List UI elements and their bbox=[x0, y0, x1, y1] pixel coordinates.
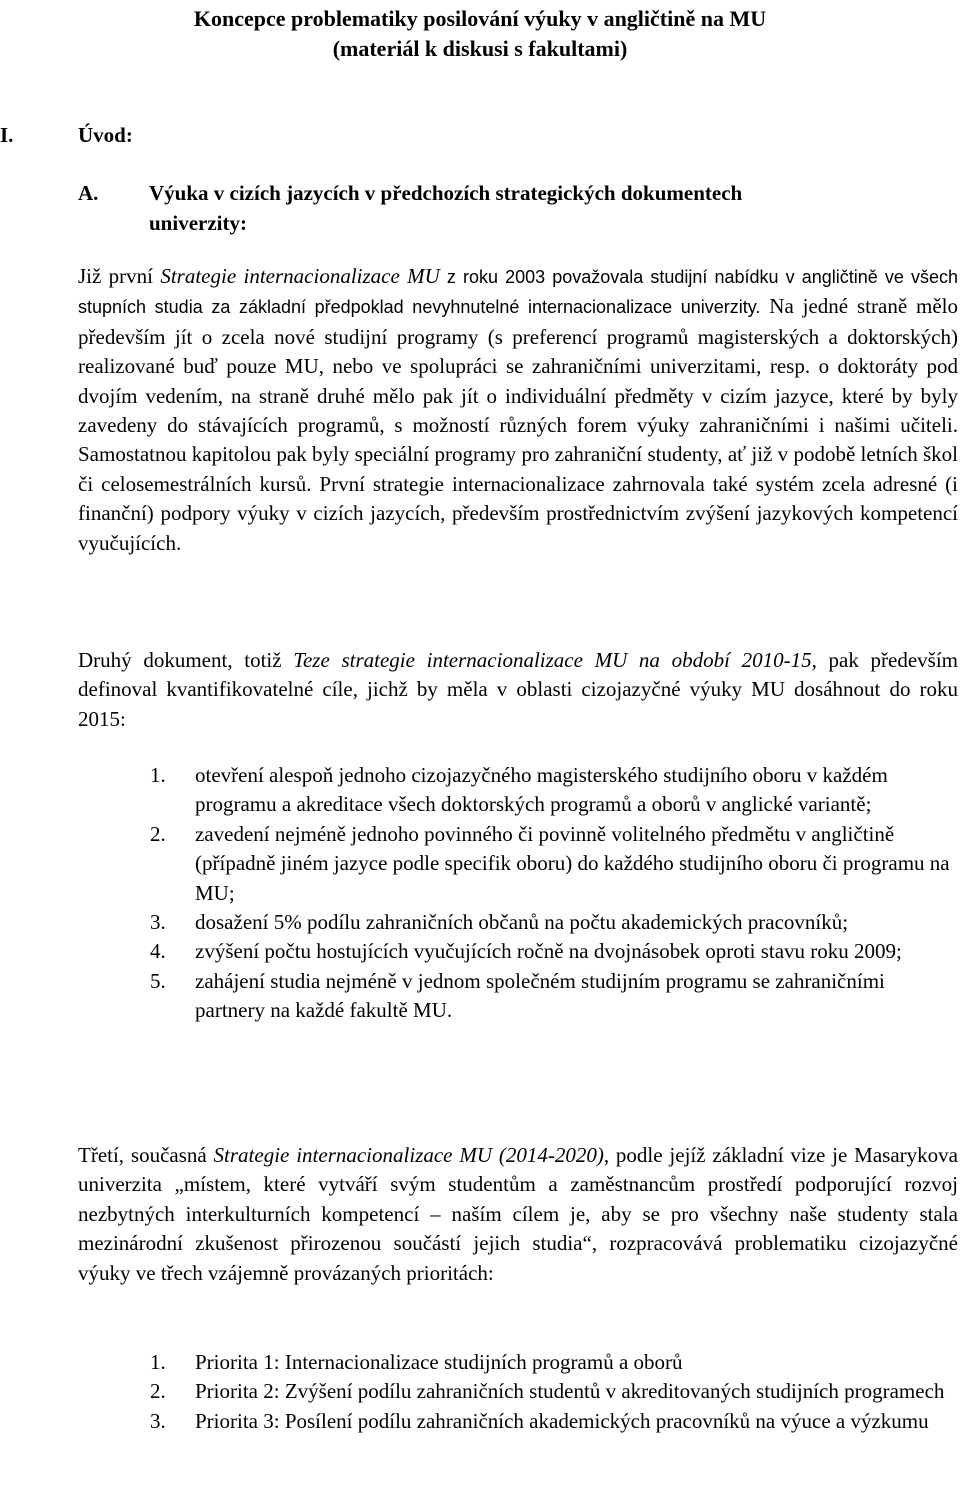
priority-item bbox=[78, 1348, 958, 1377]
para2-text-end: , pak především definoval kvantifikovatelné cíle, jichž by měla v oblasti cizojazyčné výuky MU dosáhnout do roku 2015: bbox=[78, 648, 958, 731]
goal-item bbox=[78, 908, 958, 937]
para1-text: Již první bbox=[78, 264, 161, 288]
goal-number: 5. bbox=[150, 968, 166, 993]
goal-number: 1. bbox=[150, 763, 166, 787]
goal-item bbox=[78, 820, 958, 908]
goal-text: zahájení studia nejméně v jednom společném studijním programu se zahraničními partnery na každé fakultě MU. bbox=[195, 968, 885, 1023]
paragraph-second-document bbox=[78, 646, 958, 734]
para1-sentence-3: o doktoráty pod dvojím vedením, na straně druhé mělo pak jít o individuální předměty v cizím jazyce, které by byly zavedeny do stávajících programů, s možností různých forem výuky zahraničními i našimi učiteli. Samostatnou kapitolou pak byly speciální programy pro zahraniční studenty, ať již v podobě letních škol či celosemestrálních kursů. První strategie internacionalizace zahrnovala také systém zcela adresné (i finanční) podpory výuky v cizích jazycích, především prostřednictvím zvýšení jazykových kompetencí vyučujících. bbox=[78, 354, 958, 555]
goal-text: zvýšení počtu hostujících vyučujících ročně na dvojnásobek oproti stavu roku 2009; bbox=[195, 939, 902, 964]
para2-text: Druhý dokument, totiž bbox=[78, 648, 294, 672]
title-line-1: Koncepce problematiky posilování výuky v angličtině na MU bbox=[193, 6, 767, 31]
goal-text: dosažení 5% podílu zahraničních občanů na počtu akademických pracovníků; bbox=[195, 910, 849, 935]
priority-item bbox=[78, 1377, 958, 1406]
para3-text: Třetí, současná bbox=[78, 1143, 214, 1167]
priority-number: 2. bbox=[150, 1379, 166, 1404]
paragraph-third-strategy bbox=[78, 1141, 958, 1288]
para3-text-end: , podle jejíž základní vize je Masarykova univerzita „místem, které vytváří svým studentům a zaměstnancům prostředí podporující rozvoj nezbytných interkulturních kompetencí – naším cílem je, aby se pro všechny naše studenty stala mezinárodní zkušenost přirozenou součástí jejich studia“, rozpracovává problematiku cizojazyčné výuky ve třech vzájemně provázaných prioritách: bbox=[78, 1143, 958, 1285]
subsection-title-line-2: univerzity: bbox=[149, 211, 247, 235]
title-line-2: (materiál k diskusi s fakultami) bbox=[332, 36, 628, 61]
priority-item bbox=[78, 1407, 958, 1436]
goal-text: zavedení nejméně jednoho povinného či povinně volitelného předmětu v angličtině (případně jiném jazyce podle specifik oboru) do každého studijního oboru či programu na MU; bbox=[195, 821, 950, 905]
goal-item bbox=[78, 937, 958, 966]
section-number: I. bbox=[0, 123, 14, 147]
goal-text: otevření alespoň jednoho cizojazyčného magisterského studijního oboru v každém programu a akreditace všech doktorských programů a oborů v anglické variantě; bbox=[195, 763, 888, 817]
priorities-list bbox=[78, 1348, 958, 1436]
para1-sentence-1: z roku 2003 považovala studijní nabídku v angličtině ve všech stupních studia za základní předpoklad nevyhnutelné internacionalizace univerzity. bbox=[78, 267, 959, 318]
para1-sentence-2: Na jedné straně mělo především jít o zcela nové studijní programy (s preferencí programů magisterských a doktorských) realizované buď pouze MU, nebo ve spolupráci se zahraničními univerzitami, resp. bbox=[78, 294, 958, 379]
priority-text: Priorita 3: Posílení podílu zahraničních akademických pracovníků na výuce a výzkumu bbox=[195, 1408, 929, 1433]
para1-document-name: Strategie internacionalizace MU bbox=[160, 264, 440, 288]
subsection-heading-a bbox=[0, 178, 960, 240]
section-heading-intro bbox=[0, 120, 960, 150]
section-label: Úvod: bbox=[78, 123, 133, 147]
subsection-number: A. bbox=[78, 181, 99, 205]
goal-item bbox=[78, 967, 958, 1026]
priority-number: 3. bbox=[150, 1408, 166, 1433]
priority-number: 1. bbox=[150, 1350, 166, 1374]
goals-list bbox=[78, 761, 958, 1026]
priority-text: Priorita 1: Internacionalizace studijních programů a oborů bbox=[195, 1350, 683, 1374]
para2-document-name: Teze strategie internacionalizace MU na období 2010-15 bbox=[293, 648, 812, 672]
subsection-title-line-1: Výuka v cizích jazycích v předchozích strategických dokumentech bbox=[149, 181, 743, 205]
goal-number: 4. bbox=[150, 939, 166, 964]
priority-text: Priorita 2: Zvýšení podílu zahraničních studentů v akreditovaných studijních programech bbox=[195, 1379, 945, 1404]
goal-item bbox=[78, 761, 958, 820]
para3-document-name: Strategie internacionalizace MU (2014-2020) bbox=[213, 1143, 604, 1167]
goal-number: 3. bbox=[150, 910, 166, 935]
paragraph-first-strategy bbox=[78, 262, 958, 558]
goal-number: 2. bbox=[150, 821, 166, 846]
document-title bbox=[0, 4, 960, 64]
